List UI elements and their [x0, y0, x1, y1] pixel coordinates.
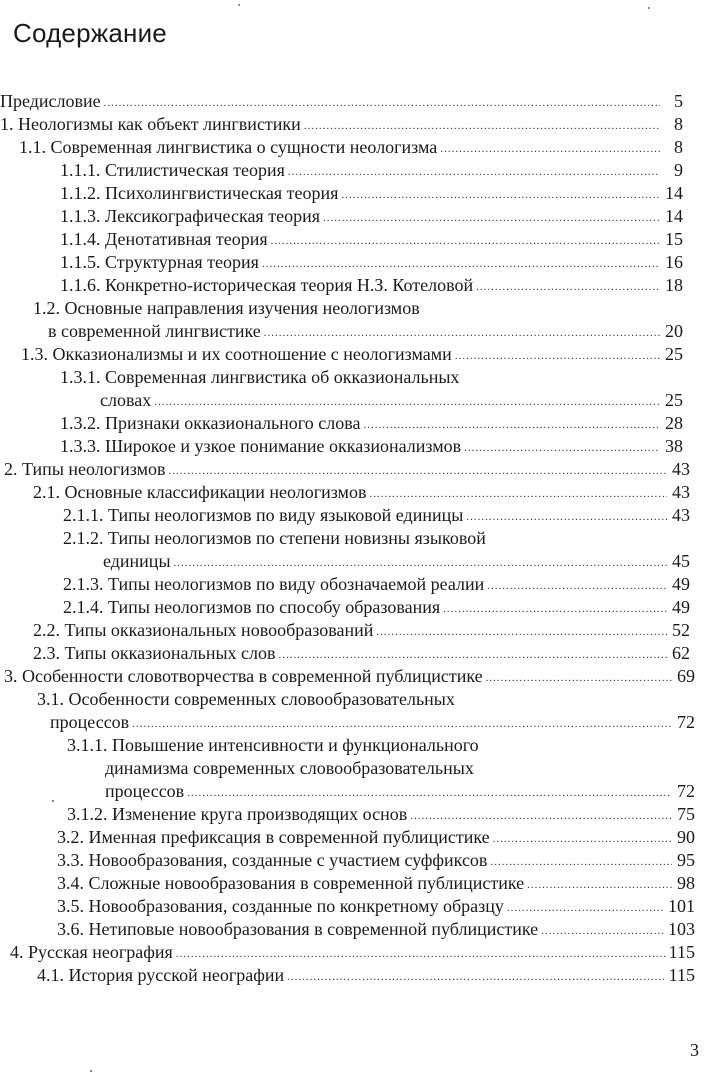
toc-entry-title: 2.1. Основные классификации неологизмов [33, 482, 367, 502]
toc-entry-title: 2.3. Типы окказиональных слов [33, 643, 276, 663]
toc-page-number: 52 [672, 620, 690, 640]
toc-page-number: 18 [665, 275, 683, 295]
toc-page-number: 69 [677, 666, 695, 686]
dot-leader [154, 395, 660, 409]
toc-entry-title: 1.1. Современная лингвистика о сущности неологизма [19, 137, 438, 157]
toc-entry-title: 1.1.1. Стилистическая теория [60, 160, 285, 180]
toc-entry-title: 2. Типы неологизмов [4, 459, 166, 479]
toc-entry-title: 3.6. Нетиповые новообразования в современной публицистике [57, 919, 539, 939]
toc-page-number: 115 [668, 942, 695, 962]
toc-entry-title: 2.1.4. Типы неологизмов по способу образования [63, 597, 441, 617]
dot-leader [369, 487, 667, 501]
toc-entry-title: 1.1.6. Конкретно-историческая теория Н.З. Котеловой [60, 275, 474, 295]
toc-page-number: 43 [672, 482, 690, 502]
toc-entry-title: 1.2. Основные направления изучения неологизмов [33, 298, 420, 318]
scan-speck [90, 1070, 92, 1072]
toc-page-number: 45 [672, 551, 690, 571]
dot-leader [363, 418, 660, 432]
toc-page-number: 25 [665, 344, 683, 364]
toc-page-number: 95 [677, 850, 695, 870]
dot-leader [410, 809, 672, 823]
dot-leader [169, 464, 667, 478]
toc-entry-title: единицы [103, 551, 171, 571]
toc-entry-title: 3.2. Именная префиксация в современной публицистике [57, 827, 490, 847]
dot-leader [466, 510, 667, 524]
toc-entry-title: в современной лингвистике [48, 321, 261, 341]
scan-speck [52, 800, 54, 802]
toc-page-number: 15 [665, 229, 683, 249]
toc-page-number: 16 [665, 252, 683, 272]
scan-speck [238, 4, 240, 6]
toc-entry-title: 3.1.1. Повышение интенсивности и функционального [67, 735, 479, 755]
toc-entry-title: 4. Русская неография [10, 942, 173, 962]
dot-leader [507, 901, 665, 915]
toc-page-number: 75 [677, 804, 695, 824]
toc-entry-title: 3.1. Особенности современных словообразовательных [37, 689, 455, 709]
dot-leader [490, 855, 672, 869]
toc-entry-title: 1.1.5. Структурная теория [60, 252, 259, 272]
toc-page-number: 9 [674, 160, 683, 180]
dot-leader [132, 717, 672, 731]
toc-page-number: 14 [665, 206, 683, 226]
dot-leader [187, 786, 672, 800]
toc-page-number: 25 [665, 390, 683, 410]
page-number: 3 [690, 1040, 699, 1060]
toc-page-number: 90 [677, 827, 695, 847]
dot-leader [288, 165, 660, 179]
toc-page-number: 49 [672, 597, 690, 617]
toc-entry-title: Предисловие [0, 91, 101, 111]
toc-page-number: 8 [674, 114, 683, 134]
toc-page-number: 38 [665, 436, 683, 456]
toc-entry-title: 1. Неологизмы как объект лингвистики [0, 114, 301, 134]
toc-entry-title: 2.1.2. Типы неологизмов по степени новизны языковой [63, 528, 486, 548]
dot-leader [476, 280, 660, 294]
toc-entry-title: словах [100, 390, 152, 410]
toc-entry-title: 3. Особенности словотворчества в современной публицистике [4, 666, 483, 686]
page-title: Содержание [13, 18, 167, 48]
toc-entry-title: 1.3.3. Широкое и узкое понимание окказионализмов [60, 436, 462, 456]
toc-page-number: 62 [672, 643, 690, 663]
dot-leader [341, 188, 660, 202]
toc-entry-title: процессов [50, 712, 130, 732]
dot-leader [287, 970, 665, 984]
toc-entry-title: 1.3.1. Современная лингвистика об окказиональных [60, 367, 460, 387]
toc-page-number: 20 [665, 321, 683, 341]
toc-entry-title: 3.1.2. Изменение круга производящих основ [67, 804, 408, 824]
dot-leader [527, 878, 672, 892]
dot-leader [174, 556, 667, 570]
dot-leader [443, 602, 667, 616]
toc-page-number: 72 [677, 781, 695, 801]
toc-entry-title: 2.1.3. Типы неологизмов по виду обозначаемой реалии [63, 574, 485, 594]
dot-leader [493, 832, 672, 846]
toc-entry-title: 1.3.2. Признаки окказионального слова [60, 413, 361, 433]
toc-page-number: 8 [674, 137, 683, 157]
dot-leader [262, 257, 660, 271]
toc-page-number: 14 [665, 183, 683, 203]
dot-leader [104, 96, 660, 110]
toc-page-number: 49 [672, 574, 690, 594]
toc-entry-title: 3.3. Новообразования, созданные с участием суффиксов [57, 850, 488, 870]
toc-entry-title: динамизма современных словообразовательных [105, 758, 474, 778]
dot-leader [464, 441, 660, 455]
scan-speck [648, 7, 650, 9]
toc-page-number: 115 [668, 965, 695, 985]
toc-page-number: 103 [668, 919, 695, 939]
dot-leader [264, 326, 660, 340]
toc-entry-title: 3.5. Новообразования, созданные по конкретному образцу [57, 896, 504, 916]
dot-leader [304, 119, 660, 133]
toc-page-number: 43 [672, 505, 690, 525]
toc-entry-title: 1.1.4. Денотативная теория [60, 229, 268, 249]
toc-entry-title: 1.1.3. Лексикографическая теория [60, 206, 320, 226]
dot-leader [323, 211, 660, 225]
toc-page-number: 43 [672, 459, 690, 479]
toc-entry-title: 2.2. Типы окказиональных новообразований [33, 620, 374, 640]
toc-entry-title: 3.4. Сложные новообразования в современной публицистике [57, 873, 525, 893]
toc-entry-title: 1.1.2. Психолингвистическая теория [60, 183, 339, 203]
dot-leader [486, 671, 672, 685]
dot-leader [271, 234, 660, 248]
dot-leader [176, 947, 666, 961]
toc-page-number: 5 [674, 91, 683, 111]
toc-page-number: 101 [668, 896, 695, 916]
toc-page-number: 72 [677, 712, 695, 732]
dot-leader [440, 142, 660, 156]
dot-leader [376, 625, 667, 639]
toc-entry-title: 2.1.1. Типы неологизмов по виду языковой единицы [63, 505, 464, 525]
dot-leader [455, 349, 660, 363]
toc-entry-title: 1.3. Окказионализмы и их соотношение с неологизмами [21, 344, 452, 364]
toc-page-number: 98 [677, 873, 695, 893]
dot-leader [279, 648, 667, 662]
toc-entry-title: процессов [105, 781, 185, 801]
toc-entry-title: 4.1. История русской неографии [37, 965, 285, 985]
dot-leader [487, 579, 667, 593]
dot-leader [541, 924, 665, 938]
toc-page-number: 28 [665, 413, 683, 433]
